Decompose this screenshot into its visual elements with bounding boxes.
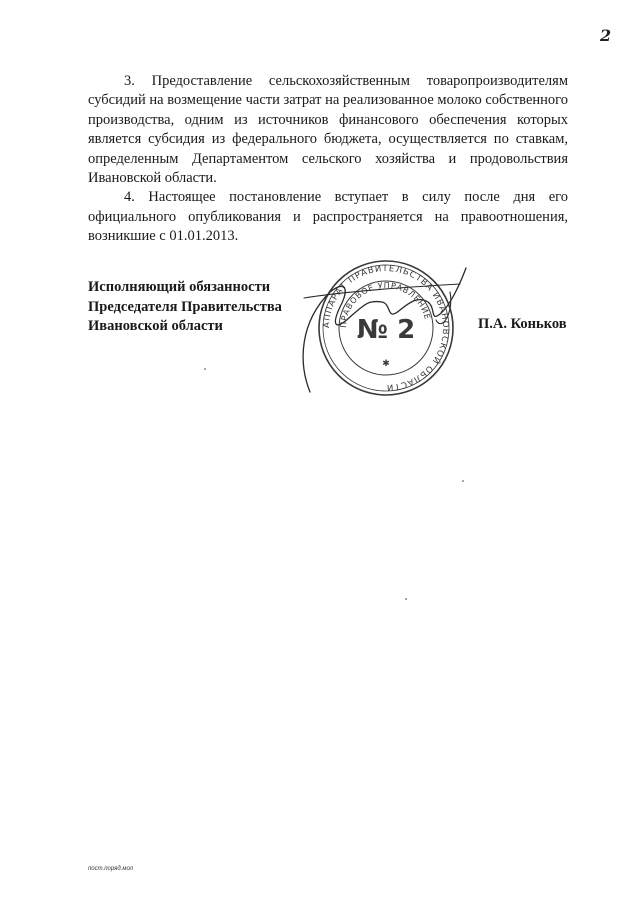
scan-speck [405,598,407,600]
decree-body [88,72,568,247]
paragraph-3: 3. Предоставление сельскохозяйственным товаропроизводителям субсидий на возмещение части затрат на реализованное молоко собственного производства, одним из источников финансового обеспечения которых является субсидия из федерального бюджета, осуществляется по ставкам, определенным Департаментом сельского хозяйства и продовольствия Ивановской области. [88,73,568,187]
footer-note: пост.поряд.мол [88,866,134,872]
signatory-position-line: Исполняющий обязанности [88,279,271,295]
stamp-inner-text: ПРАВОВОЕ УПРАВЛЕНИЕ [338,280,433,329]
handwritten-signature [290,262,480,402]
paragraph-4: 4. Настоящее постановление вступает в силу после дня его официального опубликования и распространяется на правоотношения, возникшие с 01.01.2013. [88,189,568,245]
scan-speck [462,480,464,482]
signatory-position-line: Председателя Правительства [88,298,282,315]
scan-speck [204,368,206,370]
stamp-outer-text: АППАРАТ ПРАВИТЕЛЬСТВА ИВАНОВСКОЙ ОБЛАСТИ [321,263,451,393]
stamp-star-icon: ✱ [382,359,390,369]
signatory-name: П.А. Коньков [478,316,567,332]
signatory-position-line: Ивановской области [88,318,223,334]
signatory-position [88,278,318,337]
stamp-center-text: № 2 [356,315,416,345]
page-number: 2 [600,26,612,45]
